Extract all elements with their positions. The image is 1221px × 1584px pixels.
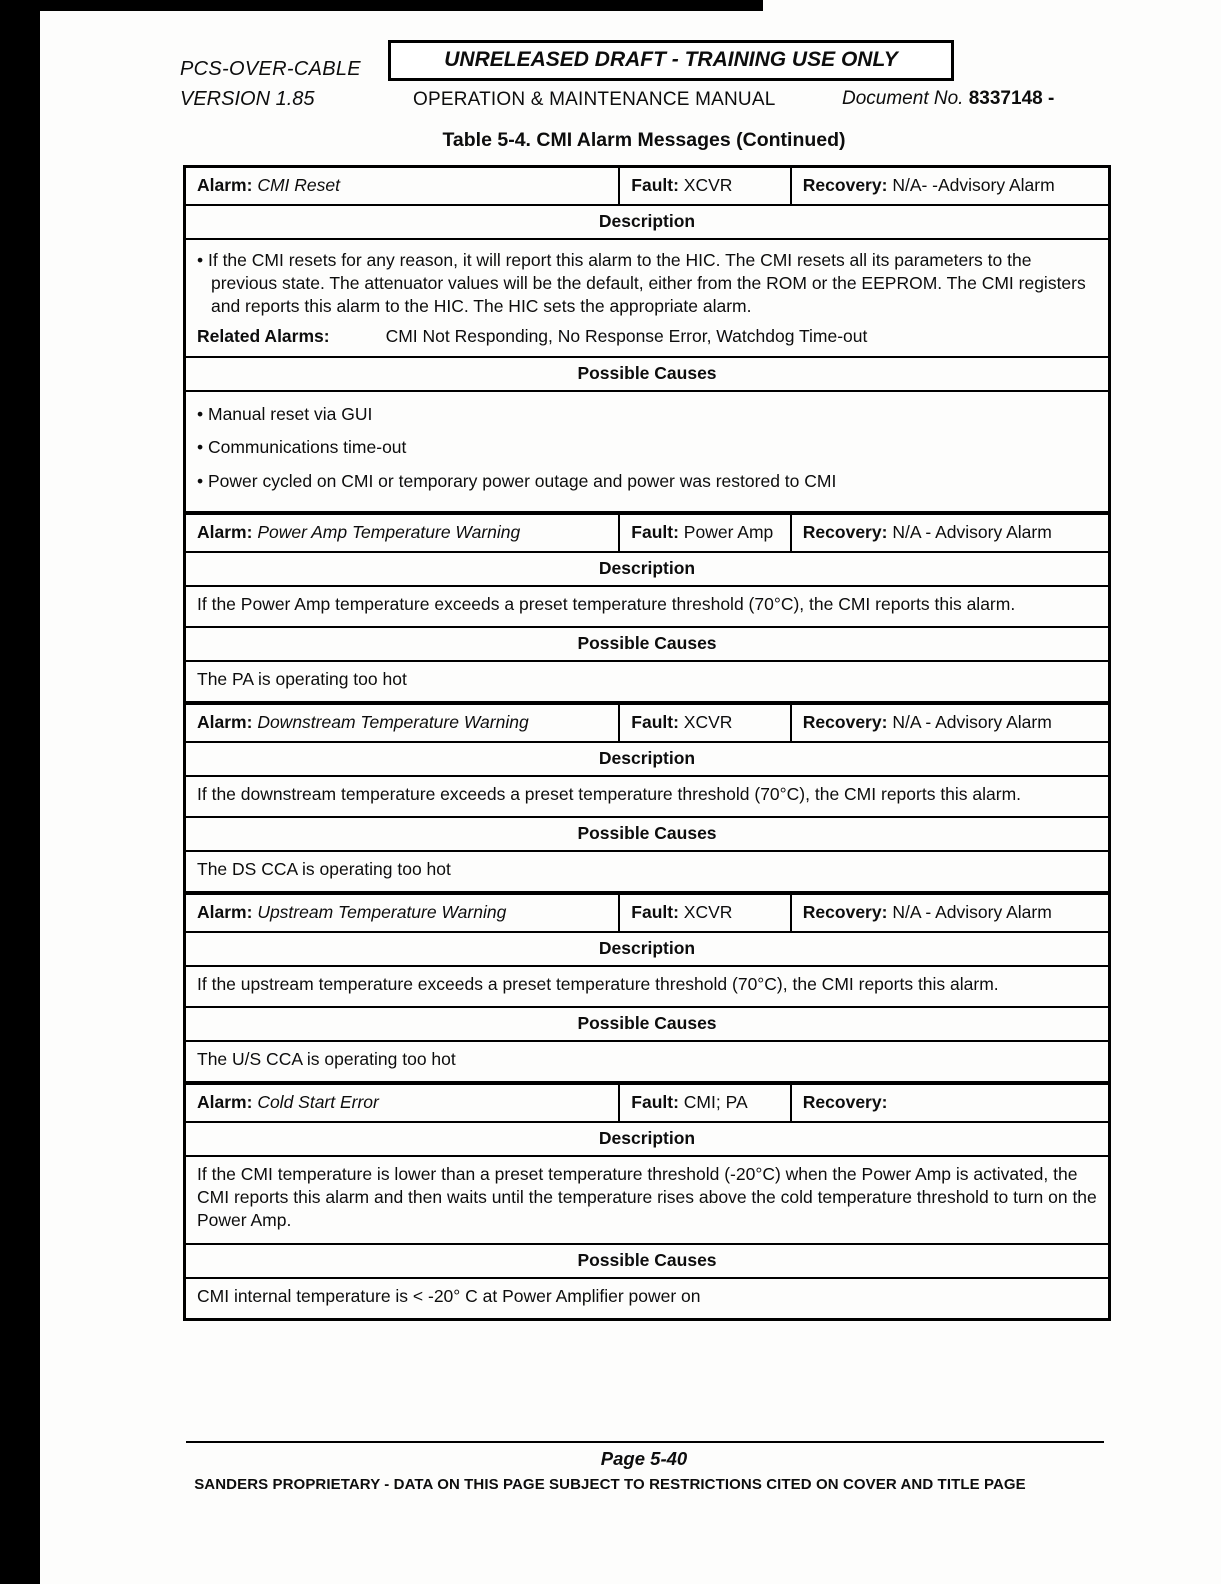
alarm-header-row: [186, 511, 1108, 551]
footer-page-number: Page 5-40: [600, 1448, 688, 1469]
recovery-cell-label: Recovery:: [802, 902, 888, 923]
text-line: • Power cycled on CMI or temporary power outage and power was restored to CMI: [197, 470, 837, 491]
alarm-cell-label: Alarm:: [197, 521, 253, 542]
text-line: • If the CMI resets for any reason, it will report this alarm to the HIC. The CMI resets all its parameters to the previous state. The attenuator values will be the default, either from the ROM or the EEPROM. The CMI registers and reports this alarm to the HIC. The HIC sets the appropriate alarm.: [197, 250, 1086, 317]
header-product: PCS-OVER-CABLE: [180, 58, 361, 80]
fault-cell-value: XCVR: [683, 711, 733, 732]
description-row: [186, 238, 1108, 356]
causes-cell: [186, 392, 1108, 510]
text-line: If the upstream temperature exceeds a preset temperature threshold (70°C), the CMI reports this alarm.: [197, 974, 999, 995]
text-line: If the Power Amp temperature exceeds a preset temperature threshold (70°C), the CMI reports this alarm.: [197, 593, 1016, 614]
text-line: The DS CCA is operating too hot: [197, 858, 451, 879]
description-cell: [186, 777, 1108, 816]
fault-cell: [620, 168, 792, 204]
description-banner: Description: [186, 931, 1108, 965]
causes-row: [186, 1040, 1108, 1081]
description-cell: [186, 967, 1108, 1006]
description-banner: Description: [186, 551, 1108, 585]
description-row: [186, 965, 1108, 1006]
description-banner: Description: [186, 1121, 1108, 1155]
description-cell: [186, 587, 1108, 626]
recovery-cell-label: Recovery:: [802, 1092, 888, 1113]
possible-causes-banner: Possible Causes: [186, 1243, 1108, 1277]
fault-cell-label: Fault:: [631, 175, 679, 195]
alarm-table: [183, 165, 1111, 1321]
related-alarms-label: Related Alarms:: [197, 326, 330, 347]
scan-artifact-left-strip: [0, 0, 40, 1584]
text-line: • Manual reset via GUI: [197, 404, 373, 425]
alarm-cell-value: Downstream Temperature Warning: [257, 711, 529, 732]
alarm-cell-label: Alarm:: [197, 175, 253, 195]
recovery-cell: [792, 895, 1108, 931]
recovery-cell: [792, 168, 1108, 204]
text-line: If the CMI temperature is lower than a preset temperature threshold (-20°C) when the Power Amp is activated, the CMI reports this alarm and then waits until the temperature rises above the cold temperature threshold to turn on the Power Amp.: [197, 1164, 1097, 1231]
causes-cell: [186, 662, 1108, 701]
header-version: VERSION 1.85: [180, 88, 315, 110]
causes-cell: [186, 1279, 1108, 1318]
document-number-label: Document No.: [842, 88, 964, 109]
alarm-header-row: [186, 1081, 1108, 1121]
footer-rule: [186, 1441, 1104, 1443]
alarm-header-row: [186, 168, 1108, 204]
recovery-cell-value: N/A - Advisory Alarm: [892, 902, 1052, 923]
causes-cell: [186, 852, 1108, 891]
recovery-cell-label: Recovery:: [802, 711, 888, 732]
possible-causes-banner: Possible Causes: [186, 356, 1108, 390]
alarm-section: [186, 891, 1108, 1081]
alarm-cell: [186, 1085, 620, 1121]
fault-cell: [620, 1085, 792, 1121]
footer-proprietary-notice: SANDERS PROPRIETARY - DATA ON THIS PAGE SUBJECT TO RESTRICTIONS CITED ON COVER AND TITLE PAGE: [194, 1476, 1026, 1493]
causes-row: [186, 850, 1108, 891]
description-row: [186, 1155, 1108, 1242]
description-banner: Description: [186, 204, 1108, 238]
fault-cell-value: Power Amp: [683, 521, 774, 542]
description-row: [186, 775, 1108, 816]
draft-banner: UNRELEASED DRAFT - TRAINING USE ONLY: [388, 40, 954, 81]
document-number-value: 8337148 -: [968, 88, 1055, 109]
alarm-cell: [186, 895, 620, 931]
causes-row: [186, 390, 1108, 510]
fault-cell: [620, 515, 792, 551]
causes-cell: [186, 1042, 1108, 1081]
alarm-cell-label: Alarm:: [197, 711, 253, 732]
possible-causes-banner: Possible Causes: [186, 816, 1108, 850]
alarm-cell-value: Upstream Temperature Warning: [257, 902, 507, 923]
recovery-cell-label: Recovery:: [802, 175, 888, 195]
related-alarms-line: [197, 325, 1097, 348]
fault-cell-label: Fault:: [631, 902, 679, 923]
text-line: The PA is operating too hot: [197, 668, 407, 689]
fault-cell-value: XCVR: [683, 175, 733, 195]
text-line: The U/S CCA is operating too hot: [197, 1049, 456, 1070]
fault-cell: [620, 895, 792, 931]
fault-cell-value: XCVR: [683, 902, 733, 923]
alarm-cell-value: Power Amp Temperature Warning: [257, 521, 521, 542]
fault-cell-label: Fault:: [631, 521, 679, 542]
fault-cell-label: Fault:: [631, 1092, 679, 1113]
description-row: [186, 585, 1108, 626]
causes-row: [186, 1277, 1108, 1318]
alarm-section: [186, 168, 1108, 511]
text-line: • Communications time-out: [197, 437, 407, 458]
description-cell: [186, 240, 1108, 356]
fault-cell-value: CMI; PA: [683, 1092, 748, 1113]
text-line: CMI internal temperature is < -20° C at Power Amplifier power on: [197, 1285, 701, 1306]
recovery-cell-value: N/A - Advisory Alarm: [892, 711, 1052, 732]
related-alarms-text: CMI Not Responding, No Response Error, Watchdog Time-out: [385, 326, 868, 347]
alarm-section: [186, 701, 1108, 891]
alarm-cell: [186, 705, 620, 741]
description-cell: [186, 1157, 1108, 1242]
alarm-section: [186, 1081, 1108, 1317]
scan-artifact-top-strip: [0, 0, 763, 11]
alarm-cell-value: Cold Start Error: [257, 1092, 379, 1113]
fault-cell: [620, 705, 792, 741]
fault-cell-label: Fault:: [631, 711, 679, 732]
alarm-cell-label: Alarm:: [197, 902, 253, 923]
text-line: If the downstream temperature exceeds a preset temperature threshold (70°C), the CMI reports this alarm.: [197, 783, 1022, 804]
alarm-cell-label: Alarm:: [197, 1092, 253, 1113]
recovery-cell: [792, 705, 1108, 741]
recovery-cell-value: N/A- -Advisory Alarm: [892, 175, 1055, 195]
possible-causes-banner: Possible Causes: [186, 626, 1108, 660]
possible-causes-banner: Possible Causes: [186, 1006, 1108, 1040]
recovery-cell-value: N/A - Advisory Alarm: [892, 521, 1052, 542]
causes-row: [186, 660, 1108, 701]
description-banner: Description: [186, 741, 1108, 775]
alarm-header-row: [186, 891, 1108, 931]
header-manual-title: OPERATION & MAINTENANCE MANUAL: [413, 89, 776, 110]
table-title: Table 5-4. CMI Alarm Messages (Continued): [442, 129, 846, 151]
alarm-cell: [186, 515, 620, 551]
recovery-cell: [792, 1085, 1108, 1121]
alarm-section: [186, 511, 1108, 701]
alarm-cell: [186, 168, 620, 204]
header-document-number: [842, 88, 1054, 110]
recovery-cell: [792, 515, 1108, 551]
recovery-cell-label: Recovery:: [802, 521, 888, 542]
alarm-header-row: [186, 701, 1108, 741]
alarm-cell-value: CMI Reset: [257, 175, 340, 195]
